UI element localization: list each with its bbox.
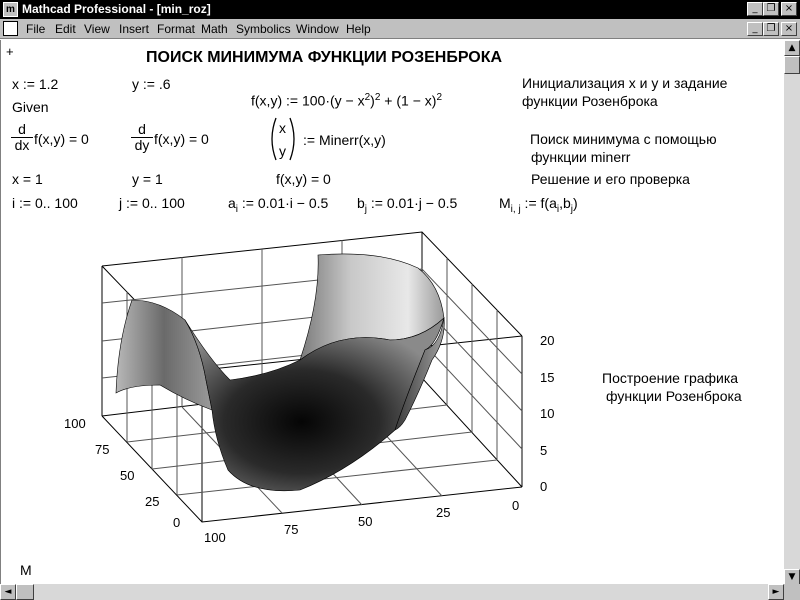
menu-file[interactable]: File <box>26 22 46 36</box>
bottom-tick-label: 75 <box>284 522 299 537</box>
title-bar[interactable] <box>0 0 800 19</box>
vertical-scrollbar[interactable] <box>784 40 800 585</box>
doc-restore-icon[interactable]: ❐ <box>763 22 779 36</box>
f-solution[interactable]: f(x,y) = 0 <box>276 171 331 187</box>
j-range[interactable]: j := 0.. 100 <box>119 195 185 211</box>
horizontal-scrollbar[interactable] <box>0 584 784 600</box>
surface-variable-label: M <box>20 562 32 578</box>
note-solution: Решение и его проверка <box>531 171 690 187</box>
a-definition[interactable] <box>228 195 328 218</box>
b-definition[interactable] <box>357 195 457 218</box>
m-rhs-end: ) <box>573 195 578 211</box>
page-title: ПОИСК МИНИМУМА ФУНКЦИИ РОЗЕНБРОКА <box>146 49 503 66</box>
m-rhs-mid: ,b <box>559 195 571 211</box>
f-def-sq1: 2 <box>364 92 371 103</box>
x-initial-value[interactable]: x := 1.2 <box>12 76 59 92</box>
b-sub: j <box>364 203 368 215</box>
f-def-lhs: f(x,y) := 100 <box>251 92 326 109</box>
left-tick-label: 75 <box>95 442 110 457</box>
z-tick-label: 0 <box>540 479 548 494</box>
b-rhs: := 0.01·j − 0.5 <box>367 195 458 211</box>
restore-icon[interactable]: ❐ <box>763 2 779 16</box>
dy-denominator: dy <box>131 137 153 153</box>
m-definition[interactable] <box>499 195 578 218</box>
eq1-body[interactable]: f(x,y) = 0 <box>34 131 89 147</box>
f-def-close: ) <box>370 92 375 109</box>
y-initial-value[interactable]: y := .6 <box>132 76 171 92</box>
x-solution[interactable]: x = 1 <box>12 171 43 187</box>
a-rhs: := 0.01·i − 0.5 <box>238 195 329 211</box>
f-def-sq2: 2 <box>374 92 381 103</box>
a-sub: i <box>235 203 239 215</box>
bottom-tick-label: 25 <box>436 505 451 520</box>
document-icon[interactable] <box>3 21 18 36</box>
minerr-call[interactable]: := Minerr(x,y) <box>303 132 386 148</box>
m-rhs: := f(a <box>520 195 557 211</box>
scroll-right-icon[interactable]: ► <box>768 584 784 600</box>
note-init-line1: Инициализация x и y и задание <box>522 75 728 91</box>
note-plot-line2: функции Розенброка <box>606 388 742 404</box>
crosshair-cursor: + <box>6 44 14 59</box>
given-keyword[interactable]: Given <box>12 99 49 115</box>
m-rhs-sub1: i <box>556 203 560 215</box>
z-tick-label: 20 <box>540 333 555 348</box>
y-solution[interactable]: y = 1 <box>132 171 163 187</box>
horizontal-scroll-thumb[interactable] <box>16 584 34 600</box>
doc-close-icon[interactable]: × <box>781 22 797 36</box>
vector-y: y <box>279 143 286 159</box>
left-tick-label: 50 <box>120 468 135 483</box>
d-numerator: d <box>18 121 26 137</box>
window-title: Mathcad Professional - [min_roz] <box>22 2 211 16</box>
z-tick-label: 15 <box>540 370 555 385</box>
z-tick-label: 10 <box>540 406 555 421</box>
menu-edit[interactable]: Edit <box>55 22 76 36</box>
z-tick-label: 5 <box>540 443 548 458</box>
left-tick-label: 25 <box>145 494 160 509</box>
bottom-tick-label: 50 <box>358 514 373 529</box>
dx-denominator: dx <box>11 137 33 153</box>
worksheet[interactable] <box>0 40 784 585</box>
menu-view[interactable]: View <box>84 22 110 36</box>
menu-window[interactable]: Window <box>296 22 339 36</box>
menu-symbolics[interactable]: Symbolics <box>236 22 291 36</box>
mathcad-app-icon[interactable]: m <box>3 2 18 17</box>
scroll-left-icon[interactable]: ◄ <box>0 584 16 600</box>
doc-minimize-icon[interactable]: _ <box>747 22 763 36</box>
vertical-scroll-thumb[interactable] <box>784 56 800 74</box>
minimize-icon[interactable]: _ <box>747 2 763 16</box>
note-plot-line1: Построение графика <box>602 370 739 386</box>
menu-bar <box>0 19 800 39</box>
f-def-mid: (y − x <box>329 92 365 109</box>
derivative-dx[interactable] <box>11 122 33 153</box>
scrollbar-corner <box>784 584 800 600</box>
note-minerr-line1: Поиск минимума с помощью <box>530 131 717 147</box>
bottom-tick-label: 100 <box>204 530 226 545</box>
bottom-tick-label: 0 <box>512 498 520 513</box>
m-sub: i, j <box>510 203 521 215</box>
b-var: b <box>357 195 365 211</box>
d-numerator-2: d <box>138 121 146 137</box>
f-def-sq3: 2 <box>436 92 442 103</box>
menu-format[interactable]: Format <box>157 22 196 36</box>
left-tick-label: 100 <box>64 416 86 431</box>
a-var: a <box>228 195 236 211</box>
left-tick-label: 0 <box>173 515 181 530</box>
scroll-down-icon[interactable]: ▼ <box>784 569 800 585</box>
note-minerr-line2: функции minerr <box>531 149 631 165</box>
vector-x: x <box>279 120 286 136</box>
close-icon[interactable]: × <box>781 2 797 16</box>
derivative-dy[interactable] <box>131 122 153 153</box>
menu-math[interactable]: Math <box>201 22 228 36</box>
note-init-line2: функции Розенброка <box>522 93 658 109</box>
menu-insert[interactable]: Insert <box>119 22 150 36</box>
m-rhs-sub2: j <box>570 203 574 215</box>
m-var: M <box>499 195 511 211</box>
f-def-plus: + (1 − x) <box>384 92 437 109</box>
menu-help[interactable]: Help <box>346 22 371 36</box>
rosenbrock-definition[interactable]: f(x,y) := $100\cdot(y - x^2)^2 + (1 - x)^2$ <box>251 92 442 109</box>
scroll-up-icon[interactable]: ▲ <box>784 40 800 56</box>
i-range[interactable]: i := 0.. 100 <box>12 195 78 211</box>
eq2-body[interactable]: f(x,y) = 0 <box>154 131 209 147</box>
